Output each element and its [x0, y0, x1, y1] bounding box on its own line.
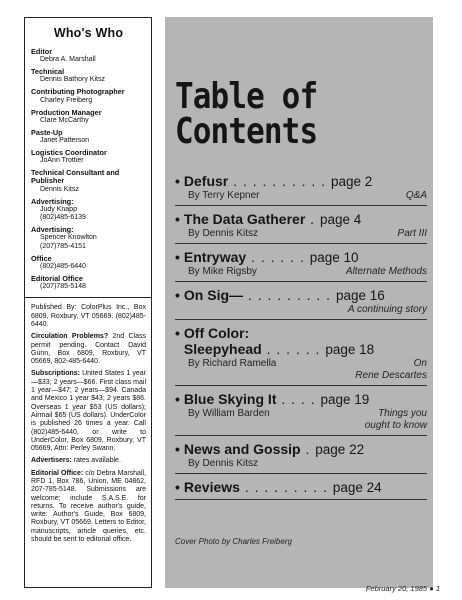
- toc-divider: [175, 473, 427, 474]
- staff-role: Paste-Up: [31, 127, 63, 137]
- page-folio: [320, 584, 440, 593]
- staff-name: Charley Freiberg: [40, 96, 93, 104]
- toc-entry-title: The Data Gatherer: [183, 211, 306, 227]
- toc-entry-headline: [175, 479, 427, 496]
- info-paragraph-lead: Advertisers:: [31, 457, 72, 465]
- staff-name: (802)485-6139: [40, 214, 86, 222]
- dot-leaders: .: [305, 211, 320, 227]
- bullet-icon: •: [175, 391, 180, 407]
- toc-entry-byline: By Dennis Kitsz: [188, 458, 259, 469]
- dot-leaders: . . . . . .: [246, 249, 310, 265]
- bullet-icon: •: [175, 173, 180, 189]
- contents-panel: [165, 17, 433, 588]
- toc-entry-title-line: [175, 325, 427, 341]
- staff-name: JoAnn Trottier: [40, 157, 84, 165]
- toc-entry-note: On: [413, 358, 427, 369]
- info-paragraph-lead: Editorial Office:: [31, 469, 84, 477]
- info-paragraph: [31, 304, 146, 329]
- toc-entry-title: On Sig—: [183, 287, 244, 303]
- staff-role: Editorial Office: [31, 273, 83, 283]
- toc-entry-title: Blue Skying It: [183, 391, 277, 407]
- toc-divider: [175, 385, 427, 386]
- staff-entry: [31, 226, 146, 251]
- info-paragraph-text: rates available.: [71, 457, 121, 465]
- staff-list: [31, 48, 146, 291]
- toc-entry-headline: [175, 211, 427, 228]
- staff-entry: [31, 255, 146, 272]
- toc-entry-byline: By Dennis Kitsz: [188, 228, 259, 239]
- staff-name: Dennis Kitsz: [40, 185, 79, 193]
- staff-entry: [31, 169, 146, 194]
- staff-role: Production Manager: [31, 107, 102, 117]
- staff-entry: [31, 68, 146, 85]
- toc-entry: [175, 391, 427, 436]
- toc-entry-headline: [175, 287, 427, 304]
- toc-entry-title: Reviews: [183, 479, 240, 495]
- toc-entry-page: page 4: [319, 212, 362, 227]
- toc-entry-note-continued: Rene Descartes: [355, 370, 427, 381]
- toc-divider: [175, 281, 427, 282]
- cover-credit: Cover Photo by Charles Freiberg: [175, 537, 292, 546]
- toc-entry-title-prefix: Off Color:: [183, 325, 250, 341]
- bullet-icon: •: [175, 441, 180, 457]
- toc-entry-headline: [175, 173, 427, 190]
- info-paragraph-text: 2nd Class permit pending. Contact David Gunn, Box 6809, Roxbury, VT 05669, 802-485-6440.: [31, 333, 146, 366]
- dot-leaders: . . . .: [276, 391, 321, 407]
- info-paragraph: [31, 370, 146, 453]
- toc-entry-page: page 22: [315, 442, 365, 457]
- toc-entry-subline: [175, 228, 427, 240]
- toc-entry-note: A continuing story: [347, 304, 427, 315]
- info-paragraph: [31, 333, 146, 366]
- staff-name: Spencer Knowlton: [40, 234, 97, 242]
- toc-entry-title: Entryway: [183, 249, 247, 265]
- toc-entry-page: page 16: [335, 288, 385, 303]
- toc-heading-line1: Table of: [175, 76, 318, 117]
- dot-leaders: . . . . . . . . .: [243, 287, 336, 303]
- info-paragraph-lead: Subscriptions:: [31, 370, 81, 378]
- folio-dot: ●: [429, 584, 434, 593]
- toc-entry-subline: [175, 408, 427, 420]
- info-paragraph-text: Published By: ColorPlus Inc., Box 6809, Roxbury, VT 05669. (802)485-6440.: [31, 304, 146, 328]
- toc-entry-page: page 24: [332, 480, 382, 495]
- whos-who-title: Who's Who: [53, 26, 124, 40]
- staff-role: Office: [31, 253, 52, 263]
- toc-entry-page: page 2: [330, 174, 373, 189]
- info-paragraph: [31, 470, 146, 545]
- staff-name: (207)785-4151: [40, 242, 86, 250]
- toc-entry-note: Part III: [397, 228, 427, 239]
- toc-heading-line2: Contents: [175, 111, 318, 152]
- dot-leaders: . . . . . .: [261, 341, 326, 357]
- toc-divider: [175, 243, 427, 244]
- toc-entry-note: Q&A: [405, 190, 427, 201]
- toc-entry: [175, 173, 427, 206]
- staff-entry: [31, 48, 146, 65]
- toc-entry-headline: [175, 441, 427, 458]
- toc-entry-note: Alternate Methods: [345, 266, 427, 277]
- staff-name: Judy Knapp: [40, 205, 77, 213]
- toc-entry: [175, 441, 427, 474]
- staff-name: Clare McCarthy: [40, 116, 89, 124]
- toc-divider: [175, 319, 427, 320]
- toc-entry-subline: [175, 358, 427, 370]
- staff-entry: [31, 88, 146, 105]
- folio-date: February 20, 1985: [365, 584, 428, 593]
- toc-list: [175, 173, 427, 505]
- publication-info: [31, 304, 146, 544]
- staff-role: Advertising:: [31, 196, 74, 206]
- staff-role: Contributing Photographer: [31, 87, 125, 97]
- staff-entry: [31, 198, 146, 223]
- folio-page-number: 1: [435, 584, 440, 593]
- toc-entry-note-continued: ought to know: [364, 420, 427, 431]
- toc-entry-subline: [175, 266, 427, 278]
- dot-leaders: .: [300, 441, 316, 457]
- toc-entry-subline: [175, 304, 427, 316]
- toc-entry-note: Things you: [378, 408, 427, 419]
- staff-name: (207)785-5148: [40, 283, 86, 291]
- toc-entry-page: page 19: [320, 392, 370, 407]
- staff-name: Janet Patterson: [40, 137, 90, 145]
- dot-leaders: . . . . . . . . . .: [228, 173, 331, 189]
- info-paragraph-lead: Circulation Problems?: [31, 333, 109, 341]
- toc-divider: [175, 205, 427, 206]
- toc-entry: [175, 287, 427, 320]
- toc-entry-byline: By Terry Kepner: [188, 190, 260, 201]
- toc-entry-headline: [175, 341, 427, 358]
- staff-role: Advertising:: [31, 225, 74, 235]
- toc-entry-headline: [175, 249, 427, 266]
- toc-entry-byline: By Richard Ramella: [188, 358, 277, 369]
- staff-entry: [31, 109, 146, 126]
- staff-role: Technical Consultant and Publisher: [31, 168, 120, 186]
- toc-entry-title: News and Gossip: [183, 441, 301, 457]
- toc-entry-page: page 18: [325, 342, 375, 357]
- toc-entry: [175, 479, 427, 500]
- staff-entry: [31, 129, 146, 146]
- toc-heading: [175, 76, 390, 152]
- bullet-icon: •: [175, 287, 180, 303]
- toc-divider: [175, 499, 427, 500]
- info-paragraph-text: c/o Debra Marshall, RFD 1, Box 786, Union, ME 04862, 207-785-5148. Submissions are welcome; include S.A.S.E. for returns. To receive author's guide, write: Author's Guide, Box 6809, Roxbury, VT 05669. Letters to Editor, manuscripts, article queries, etc. should be sent to editorial office.: [31, 469, 146, 544]
- toc-entry-title: Sleepyhead: [183, 341, 262, 357]
- toc-entry-byline: By William Barden: [188, 408, 270, 419]
- whos-who-box: [24, 17, 152, 588]
- toc-entry-byline: By Mike Rigsby: [188, 266, 257, 277]
- toc-entry: [175, 249, 427, 282]
- staff-entry: [31, 275, 146, 292]
- staff-name: (802)485-6440: [40, 262, 86, 270]
- bullet-icon: •: [175, 211, 180, 227]
- toc-entry-title: Defusr: [183, 173, 229, 189]
- toc-divider: [175, 435, 427, 436]
- toc-entry-headline: [175, 391, 427, 408]
- toc-entry-subline: [175, 190, 427, 202]
- staff-entry: [31, 149, 146, 166]
- toc-entry: [175, 325, 427, 386]
- info-paragraph-text: United States 1 year—$33; 2 years—$66. First class mail 1 year—$47; 2 years—$94. Canada and Mexico 1 year $43; 2 years $86. Overseas 1 year $53 (US dollars); Airmail $65 (US dollars). UnderColor is published 26 times a year. Call (802)485-6440, or write to UnderColor, Box 6809, Roxbury, VT 05669, Attn: Perley Swann.: [31, 370, 146, 453]
- bullet-icon: •: [175, 249, 180, 265]
- staff-role: Editor: [31, 47, 53, 56]
- toc-entry: [175, 211, 427, 244]
- divider: [25, 297, 151, 298]
- bullet-icon: •: [175, 479, 180, 495]
- toc-entry-page: page 10: [309, 250, 359, 265]
- staff-name: Debra A. Marshall: [40, 56, 96, 64]
- staff-name: Dennis Bathory Kitsz: [40, 76, 105, 84]
- bullet-icon: •: [175, 325, 180, 341]
- dot-leaders: . . . . . . . . .: [239, 479, 333, 495]
- info-paragraph: [31, 457, 146, 465]
- staff-role: Logistics Coordinator: [31, 147, 107, 157]
- toc-entry-subline: [175, 458, 427, 470]
- staff-role: Technical: [31, 67, 65, 77]
